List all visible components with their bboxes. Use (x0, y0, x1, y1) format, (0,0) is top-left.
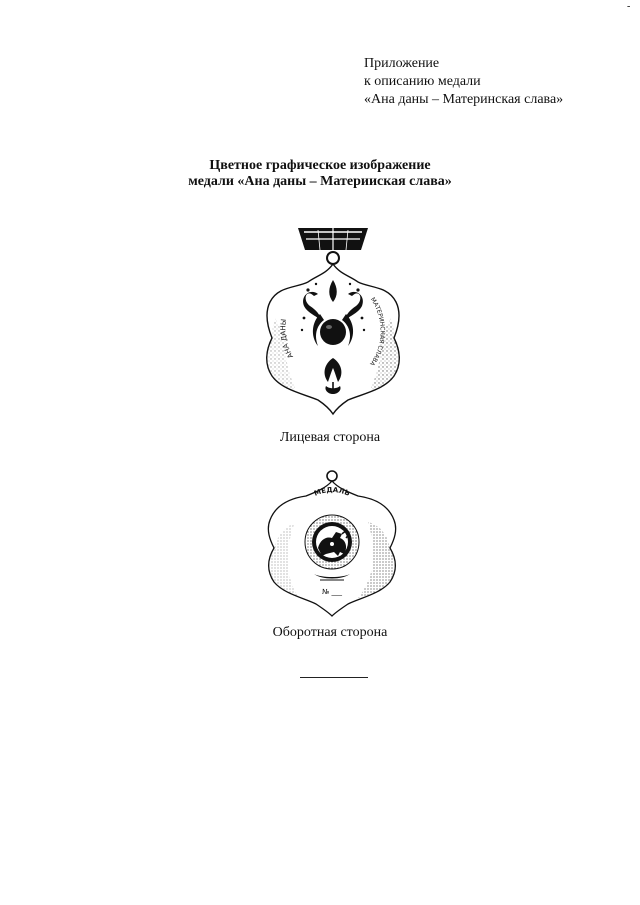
central-gem (320, 319, 346, 345)
front-inscription-left: АНА ДАНЫ (279, 318, 295, 360)
ribbon (298, 228, 368, 250)
appendix-line-3: «Ана даны – Материнская слава» (364, 92, 564, 107)
medal-eyelet (327, 252, 339, 264)
emblem-snow-leopard (305, 515, 359, 569)
appendix-line-1: Приложение (364, 56, 440, 71)
closing-rule (300, 677, 368, 678)
back-eyelet (327, 471, 337, 481)
back-caption: Оборотная сторона (272, 625, 388, 640)
back-inscription-top: МЕДАЛЬ (313, 486, 352, 498)
front-inscription-right: МАТЕРИНСКАЯ СЛАВА (368, 296, 386, 367)
gem-highlight (326, 325, 332, 329)
document-title (0, 158, 640, 190)
title-line-1: Цветное графическое изображение (209, 158, 431, 173)
medal-front-image (258, 218, 408, 418)
front-caption: Лицевая сторона (279, 430, 381, 445)
back-number-mark: № ___ (321, 588, 343, 596)
appendix-note (364, 55, 563, 109)
medal-back-image (262, 468, 402, 618)
corner-mark: - (627, 1, 631, 12)
title-line-2: медали «Ана даны – Материиская слава» (188, 174, 452, 189)
appendix-line-2: к описанию медали (364, 74, 481, 89)
